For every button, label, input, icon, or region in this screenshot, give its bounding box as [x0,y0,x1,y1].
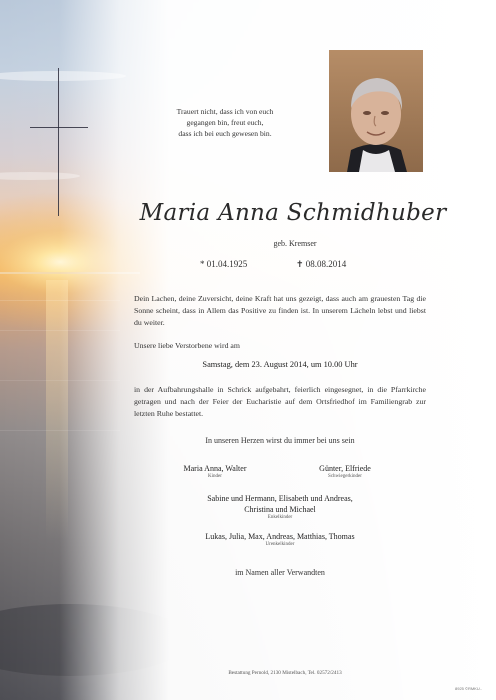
portrait-photo [329,50,423,172]
memorial-quote [140,106,310,139]
tribute-paragraph: Dein Lachen, deine Zuversicht, deine Kraft hat uns gezeigt, dass auch am grauesten Tag die Sonne scheint, dass in Allem das Positive zu finden ist. In unserem Lächeln lebst und liebst du weiter. [134,294,426,327]
family-group-in-laws [280,464,410,479]
birth-date: * 01.04.1925 [200,259,248,269]
family-group-great-grandchildren [134,532,426,547]
family-group-grandchildren [134,494,426,520]
ceremony-paragraph: in der Aufbahrungshalle in Schrick aufgebahrt, feierlich eingesegnet, in die Pfarrkirche getragen und nach der Feier der Eucharistie auf dem Ortsfriedhof im Familiengrab zur letzten Ruhe bestattet. [134,385,426,418]
family-group-children [150,464,280,479]
family-role: Enkelkinder [267,515,293,520]
family-names: Lukas, Julia, Max, Andreas, Matthias, Thomas [205,532,355,541]
deceased-name: Maria Anna Schmidhuber [139,200,447,226]
family-names: Sabine und Hermann, Elisabeth und Andreas, [207,494,353,503]
undertaker-footer: Bestattung Pernold, 2130 Mistelbach, Tel. 02572/2413 [228,670,342,676]
family-role: Urenkelkinder [265,542,295,547]
funeral-date: Samstag, dem 23. August 2014, um 10.00 Uhr [202,360,358,369]
cross-horizontal-line [30,127,88,128]
family-names: Maria Anna, Walter [183,464,247,473]
family-names: Christina und Michael [244,505,316,514]
quote-line: gegangen bin, freut euch, [186,118,264,127]
family-role: Schwiegerkinder [328,474,362,479]
maiden-name: geb. Kremser [273,239,317,248]
family-names: Günter, Elfriede [319,464,371,473]
hearts-line: In unseren Herzen wirst du immer bei uns sein [205,436,355,445]
family-role: Kinder [208,474,222,479]
life-dates [200,259,347,269]
quote-line: Trauert nicht, dass ich von euch [176,107,274,116]
cross-vertical-line [58,68,59,216]
document-code: 8925 ©RMKU.. [455,686,482,691]
death-date: ✝ 08.08.2014 [296,259,347,269]
announcement-intro: Unsere liebe Verstorbene wird am [134,341,240,350]
relatives-line: im Namen aller Verwandten [235,568,325,577]
quote-line: dass ich bei euch gewesen bin. [178,129,272,138]
